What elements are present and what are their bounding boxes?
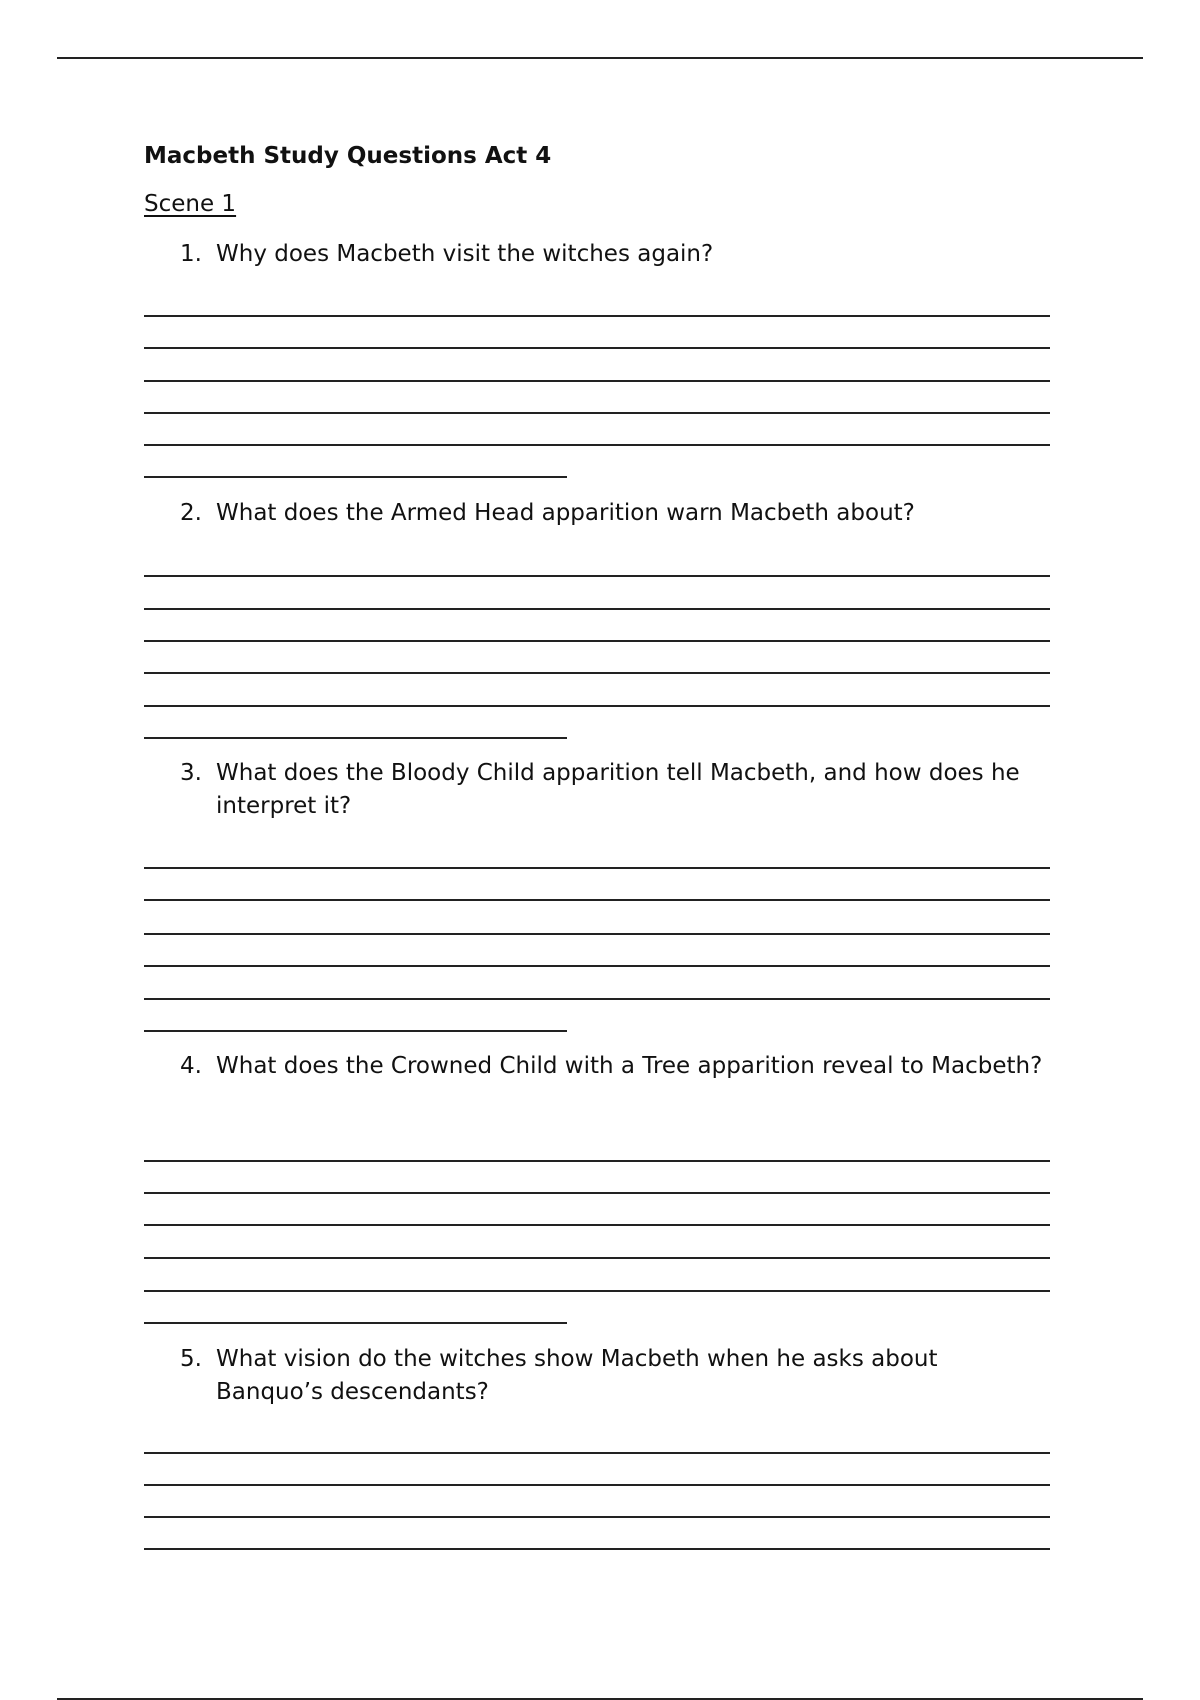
answer-line[interactable] [144, 347, 1050, 349]
answer-line[interactable] [144, 1452, 1050, 1454]
question-number: 3. [180, 760, 202, 786]
answer-line[interactable] [144, 640, 1050, 642]
question-text: Why does Macbeth visit the witches again? [216, 241, 714, 267]
scene-heading: Scene 1 [144, 191, 237, 217]
answer-line[interactable] [144, 998, 1050, 1000]
header-rule [57, 57, 1143, 59]
document-title: Macbeth Study Questions Act 4 [144, 143, 552, 169]
answer-line[interactable] [144, 965, 1050, 967]
answer-line[interactable] [144, 672, 1050, 674]
answer-line[interactable] [144, 933, 1050, 935]
answer-line[interactable] [144, 705, 1050, 707]
question-number: 1. [180, 241, 202, 267]
question-text: What does the Bloody Child apparition tell Macbeth, and how does he interpret it? [216, 760, 1020, 819]
answer-line[interactable] [144, 1516, 1050, 1518]
question-number: 2. [180, 500, 202, 526]
answer-line[interactable] [144, 1192, 1050, 1194]
question-text: What does the Crowned Child with a Tree apparition reveal to Macbeth? [216, 1053, 1043, 1079]
answer-line[interactable] [144, 1484, 1050, 1486]
question-text: What does the Armed Head apparition warn Macbeth about? [216, 500, 915, 526]
answer-line[interactable] [144, 1160, 1050, 1162]
question-5 [180, 1343, 1050, 1409]
answer-line[interactable] [144, 380, 1050, 382]
answer-line[interactable] [144, 1224, 1050, 1226]
question-number: 5. [180, 1346, 202, 1372]
answer-line[interactable] [144, 867, 1050, 869]
question-1 [180, 238, 1050, 271]
answer-line[interactable] [144, 1322, 567, 1324]
answer-line[interactable] [144, 1290, 1050, 1292]
answer-line[interactable] [144, 444, 1050, 446]
answer-line[interactable] [144, 899, 1050, 901]
question-2 [180, 497, 1050, 530]
question-number: 4. [180, 1053, 202, 1079]
question-text: What vision do the witches show Macbeth when he asks about Banquo’s descendants? [216, 1346, 938, 1405]
answer-line[interactable] [144, 608, 1050, 610]
answer-line[interactable] [144, 737, 567, 739]
question-4 [180, 1050, 1050, 1083]
answer-line[interactable] [144, 575, 1050, 577]
question-3 [180, 757, 1050, 823]
answer-line[interactable] [144, 1257, 1050, 1259]
answer-line[interactable] [144, 476, 567, 478]
answer-line[interactable] [144, 1548, 1050, 1550]
answer-line[interactable] [144, 1030, 567, 1032]
answer-line[interactable] [144, 412, 1050, 414]
answer-line[interactable] [144, 315, 1050, 317]
